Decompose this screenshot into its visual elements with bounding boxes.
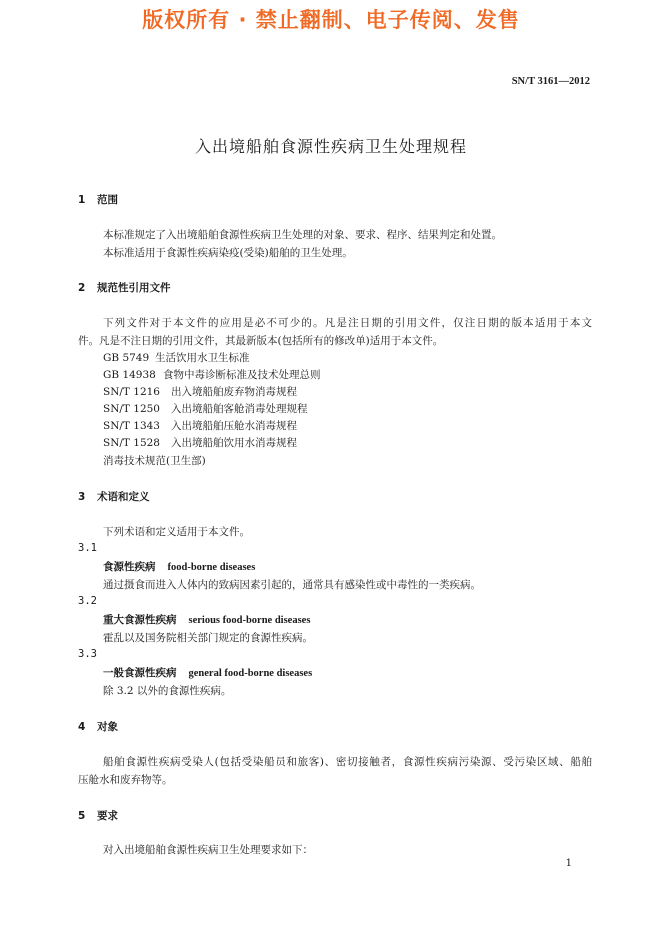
term-number: 3.2 — [78, 595, 97, 607]
term-number: 3.3 — [78, 648, 97, 660]
section-1-paragraph-1: 本标准规定了入出境船舶食源性疾病卫生处理的对象、要求、程序、结果判定和处置。 — [103, 229, 502, 241]
term-number: 3.1 — [78, 542, 97, 554]
reference-item: SN/T 1343 入出境船舶压舱水消毒规程 — [103, 420, 297, 432]
section-5-paragraph-1: 对入出境船舶食源性疾病卫生处理要求如下： — [103, 844, 313, 856]
section-4-paragraph-line-1: 船舶食源性疾病受染人(包括受染船员和旅客)、密切接触者，食源性疾病污染源、受污染区域、船舶 — [103, 756, 592, 768]
reference-item: SN/T 1250 入出境船舶客舱消毒处理规程 — [103, 403, 308, 415]
section-4-heading: 4 对象 — [78, 721, 118, 733]
section-2-paragraph-line-2: 件。凡是不注日期的引用文件，其最新版本(包括所有的修改单)适用于本文件。 — [78, 335, 444, 347]
page-number: 1 — [565, 858, 572, 869]
section-3-paragraph-1: 下列术语和定义适用于本文件。 — [103, 526, 250, 538]
section-1-heading: 1 范围 — [78, 194, 118, 206]
section-2-paragraph-line-1: 下列文件对于本文件的应用是必不可少的。凡是注日期的引用文件，仅注日期的版本适用于本文 — [103, 317, 592, 329]
section-2-heading: 2 规范性引用文件 — [78, 282, 171, 294]
copyright-banner: 版权所有 · 禁止翻制、电子传阅、发售 — [142, 8, 520, 32]
term-definition: 霍乱以及国务院相关部门规定的食源性疾病。 — [103, 632, 313, 644]
document-title: 入出境船舶食源性疾病卫生处理规程 — [194, 137, 467, 156]
term-heading: 食源性疾病 food-borne diseases — [103, 561, 256, 573]
term-definition: 通过摄食而进入人体内的致病因素引起的，通常具有感染性或中毒性的一类疾病。 — [103, 579, 481, 591]
section-4-paragraph-line-2: 压舱水和废弃物等。 — [78, 774, 173, 786]
term-definition: 除 3.2 以外的食源性疾病。 — [103, 685, 232, 697]
term-heading: 重大食源性疾病 serious food-borne diseases — [103, 614, 311, 626]
section-3-heading: 3 术语和定义 — [78, 491, 150, 503]
term-heading: 一般食源性疾病 general food-borne diseases — [103, 667, 313, 679]
reference-item: SN/T 1216 出入境船舶废弃物消毒规程 — [103, 386, 297, 398]
standard-number: SN/T 3161—2012 — [511, 76, 590, 87]
reference-item: 消毒技术规范(卫生部) — [103, 455, 206, 467]
section-1-paragraph-2: 本标准适用于食源性疾病染疫(受染)船舶的卫生处理。 — [103, 247, 353, 259]
reference-item: GB 5749 生活饮用水卫生标准 — [103, 352, 250, 364]
section-5-heading: 5 要求 — [78, 810, 118, 822]
reference-item: GB 14938 食物中毒诊断标准及技术处理总则 — [103, 369, 321, 381]
reference-item: SN/T 1528 入出境船舶饮用水消毒规程 — [103, 437, 297, 449]
